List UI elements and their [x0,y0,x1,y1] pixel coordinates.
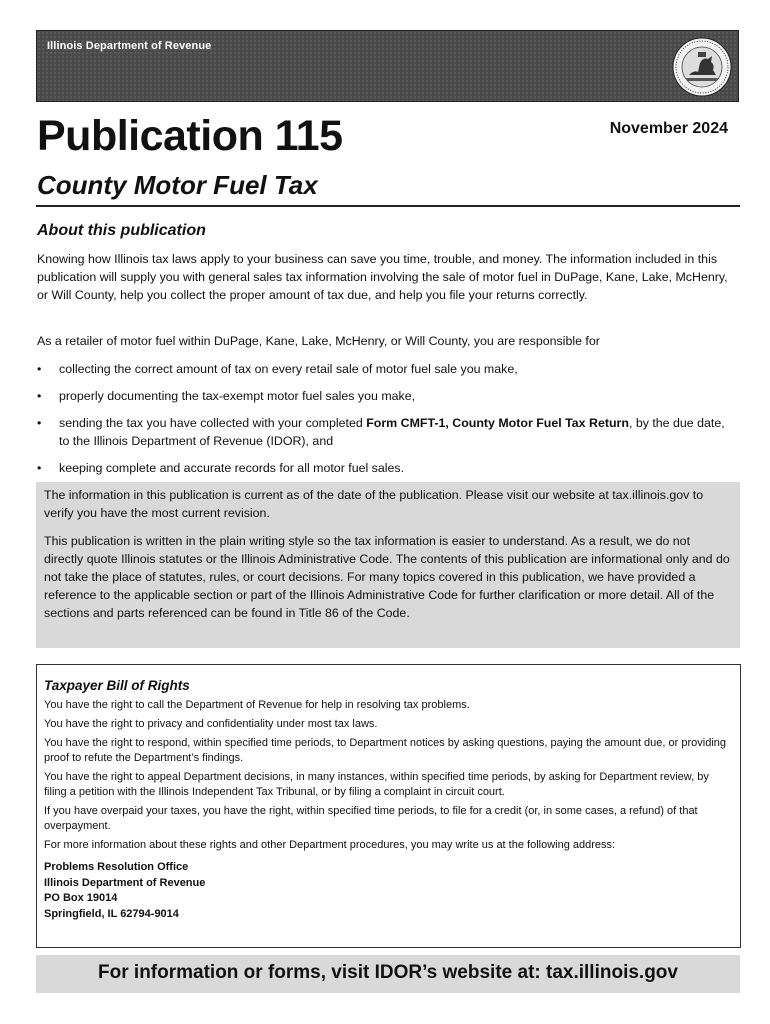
responsibility-list [37,360,737,486]
form-name: Form CMFT-1, County Motor Fuel Tax Return [366,416,629,430]
about-heading: About this publication [37,222,206,239]
rights-heading: Taxpayer Bill of Rights [44,678,190,693]
address-line: PO Box 19014 [44,892,118,904]
rights-item: You have the right to call the Department of Revenue for help in resolving tax problems. [44,699,470,711]
title-divider [36,205,740,207]
list-item-text-end: , by the due date, to the Illinois Department of Revenue (IDOR), and [59,416,725,448]
rights-item: You have the right to appeal Department decisions, in many instances, within specified time periods, by asking for Department review, by filing a petition with the Illinois Independent Tax Tribunal, or by filing a complaint in circuit court. [44,771,709,798]
header-banner [36,30,739,102]
mailing-address [44,860,733,922]
list-item [37,414,737,450]
publication-date: November 2024 [609,120,728,137]
rights-item: You have the right to privacy and confidentiality under most tax laws. [44,718,378,730]
list-item-text-start: sending the tax you have collected with your completed [59,416,367,430]
bullet-marker: • [37,389,42,403]
page-subtitle: County Motor Fuel Tax [37,170,318,200]
rights-item: For more information about these rights and other Department procedures, you may write us at the following address: [44,839,616,851]
bullet-marker: • [37,416,42,430]
bullet-marker: • [37,362,42,376]
list-item-text: properly documenting the tax-exempt motor fuel sales you make, [59,389,416,403]
address-line: Problems Resolution Office [44,861,189,873]
list-item [37,459,737,477]
notice-box [36,482,740,648]
about-paragraph-1: Knowing how Illinois tax laws apply to your business can save you time, trouble, and money. The information included in this publication will supply you with general sales tax information involving the sale of motor fuel in DuPage, Kane, Lake, McHenry, or Will County, help you collect the proper amount of tax due, and help you file your returns correctly. [37,252,728,302]
rights-item: You have the right to respond, within specified time periods, to Department notices by asking questions, paying the amount due, or providing proof to refute the Department’s findings. [44,737,726,764]
footer-banner: For information or forms, visit IDOR’s website at: tax.illinois.gov [36,955,740,993]
list-item [37,387,737,405]
page-title: Publication 115 [37,112,343,160]
bullet-marker: • [37,461,42,475]
list-item [37,360,737,378]
state-seal-icon [672,37,732,97]
bill-of-rights-box [36,664,741,948]
address-line: Springfield, IL 62794-9014 [44,907,179,920]
notice-paragraph-2: This publication is written in the plain writing style so the tax information is easier to understand. As a result, we do not directly quote Illinois statutes or the Illinois Administrative Code. The contents of this publication are informational only and do not take the place of statutes, rules, or court decisions. For many topics covered in this publication, we have provided a reference to the applicable section or part of the Illinois Administrative Code for further clarification or more detail. All of the sections and parts referenced can be found in Title 86 of the Code. [44,534,730,620]
address-line: Illinois Department of Revenue [44,876,206,889]
list-item-text: keeping complete and accurate records for all motor fuel sales. [59,461,405,475]
about-paragraph-2: As a retailer of motor fuel within DuPage, Kane, Lake, McHenry, or Will County, you are responsible for [37,334,600,348]
agency-name: Illinois Department of Revenue [47,40,212,52]
rights-item: If you have overpaid your taxes, you have the right, within specified time periods, to file for a credit (or, in some cases, a refund) of that overpayment. [44,805,698,832]
notice-paragraph-1: The information in this publication is current as of the date of the publication. Please visit our website at tax.illinois.gov to verify you have the most current revision. [44,488,704,520]
list-item-text: collecting the correct amount of tax on every retail sale of motor fuel sale you make, [59,362,518,376]
